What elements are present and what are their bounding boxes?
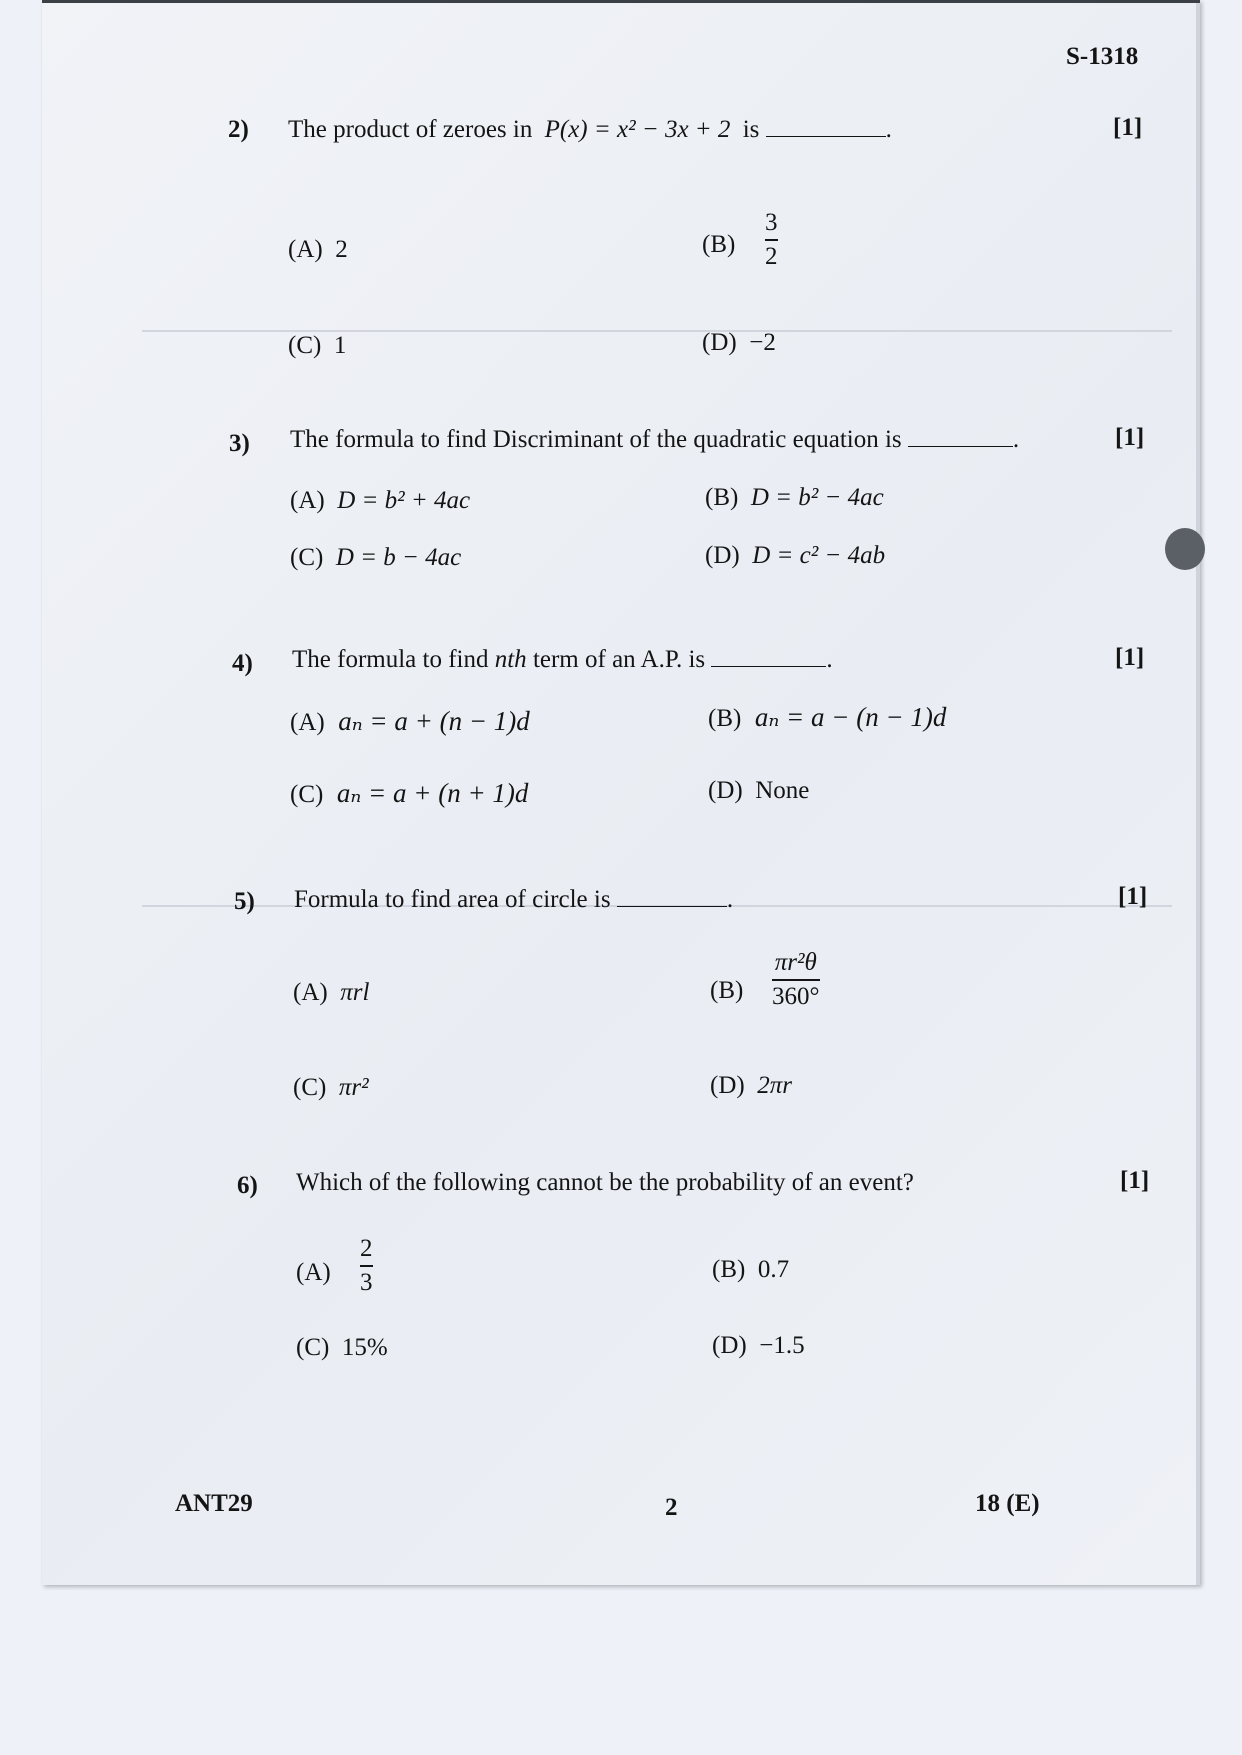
option-d: (D) 2πr: [710, 1072, 792, 1099]
option-b-fraction: [772, 950, 820, 1010]
marks: [1]: [1118, 883, 1148, 910]
answer-blank: [711, 648, 826, 667]
punch-hole: [1165, 528, 1205, 570]
option-c: (C) aₙ = a + (n + 1)d: [290, 778, 529, 808]
question-stem: Which of the following cannot be the probability of an event?: [296, 1169, 914, 1196]
stem-math: nth: [494, 646, 527, 673]
numerator: 2: [360, 1235, 373, 1262]
exam-page: [42, 0, 1200, 1585]
option-a-fraction: [360, 1236, 373, 1296]
option-d: (D) None: [708, 777, 810, 804]
stem-text: The formula to find: [292, 646, 489, 673]
marks: [1]: [1113, 114, 1143, 141]
marks: [1]: [1115, 644, 1145, 671]
answer-blank: [617, 888, 727, 907]
denominator: 2: [765, 242, 778, 270]
option-a: (A) D = b² + 4ac: [290, 487, 471, 514]
option-b: (B) D = b² − 4ac: [705, 484, 884, 511]
option-b-label: (B): [702, 231, 736, 258]
numerator: 3: [765, 209, 778, 236]
paper-code: S-1318: [1066, 43, 1139, 70]
option-a: (A) 2: [288, 236, 348, 263]
stem-text: The product of zeroes in: [288, 116, 533, 143]
option-a-label: (A): [296, 1259, 331, 1286]
fraction-bar: [360, 1265, 373, 1267]
page-edge: [1196, 0, 1200, 1585]
denominator: 360°: [772, 982, 820, 1010]
page-number: 2: [665, 1494, 678, 1521]
option-b-label: (B): [710, 977, 744, 1004]
denominator: 3: [360, 1268, 373, 1296]
question-stem: The formula to find nth term of an A.P. is .: [292, 646, 833, 673]
option-a: (A) πrl: [293, 979, 370, 1006]
question-number: 2): [228, 116, 249, 143]
option-c: (C) D = b − 4ac: [290, 544, 462, 571]
question-stem: The formula to find Discriminant of the quadratic equation is .: [290, 426, 1020, 453]
stem-text: The formula to find Discriminant of the quadratic equation is: [290, 426, 902, 453]
answer-blank: [766, 118, 886, 137]
option-a: (A) aₙ = a + (n − 1)d: [290, 706, 530, 736]
answer-blank: [908, 428, 1013, 447]
top-edge-line: [42, 0, 1200, 3]
stem-text-end: is: [742, 116, 760, 143]
stem-text: Formula to find area of circle is: [294, 886, 611, 913]
marks: [1]: [1120, 1167, 1150, 1194]
numerator: πr²θ: [774, 949, 817, 976]
option-c: (C) 1: [288, 332, 347, 359]
option-c: (C) πr²: [293, 1074, 369, 1101]
option-b-fraction: [765, 210, 778, 270]
marks: [1]: [1115, 424, 1145, 451]
footer-version: 18 (E): [975, 1490, 1040, 1517]
stem-text-end: term of an A.P. is: [532, 646, 706, 673]
option-b: (B) aₙ = a − (n − 1)d: [708, 702, 947, 732]
question-stem: Formula to find area of circle is .: [294, 886, 734, 913]
option-d: (D) −1.5: [712, 1332, 805, 1359]
question-number: 4): [232, 650, 253, 677]
footer-code: ANT29: [175, 1490, 253, 1517]
question-number: 6): [237, 1172, 258, 1199]
fraction-bar: [765, 239, 778, 241]
question-stem: The product of zeroes in P(x) = x² − 3x + 2 is .: [288, 116, 892, 143]
question-number: 5): [234, 888, 255, 915]
stem-math: P(x) = x² − 3x + 2: [544, 116, 731, 143]
question-number: 3): [229, 430, 250, 457]
option-b: (B) 0.7: [712, 1256, 790, 1283]
option-d: (D) D = c² − 4ab: [705, 542, 886, 569]
option-c: (C) 15%: [296, 1334, 388, 1361]
option-d: (D) −2: [702, 329, 776, 356]
fraction-bar: [772, 979, 820, 981]
